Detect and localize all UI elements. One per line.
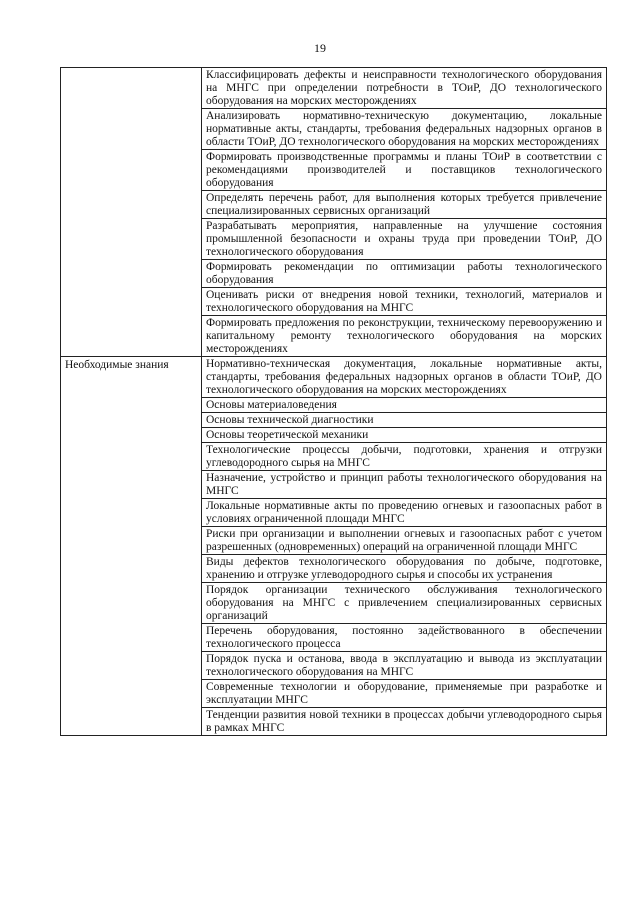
requirement-item: Порядок пуска и останова, ввода в эксплуатацию и вывода из эксплуатации технологического оборудования на МНГС [202,652,607,680]
requirement-item: Основы технической диагностики [202,413,607,428]
requirement-item: Формировать предложения по реконструкции, техническому перевооружению и капитальному ремонту технологического оборудования на морских месторождениях [202,316,607,357]
requirement-item: Формировать рекомендации по оптимизации работы технологического оборудования [202,260,607,288]
requirement-item: Виды дефектов технологического оборудования по добыче, подготовке, хранению и отгрузке углеводородного сырья и способы их устранения [202,555,607,583]
requirement-item: Риски при организации и выполнении огневых и газоопасных работ с учетом разрешенных (одновременных) операций на ограниченной площади МНГС [202,527,607,555]
requirement-item: Анализировать нормативно-техническую документацию, локальные нормативные акты, стандарты, требования федеральных надзорных органов в области ТОиР, ДО технологического оборудования на морских месторождениях [202,109,607,150]
page-number: 19 [314,41,326,55]
requirement-item: Разрабатывать мероприятия, направленные на улучшение состояния промышленной безопасности и охраны труда при проведении ТОиР, ДО технологического оборудования [202,219,607,260]
requirement-item: Современные технологии и оборудование, применяемые при разработке и эксплуатации МНГС [202,680,607,708]
requirement-item: Основы материаловедения [202,398,607,413]
requirement-item: Основы теоретической механики [202,428,607,443]
table-row [61,68,607,109]
requirement-item: Определять перечень работ, для выполнения которых требуется привлечение специализированных сервисных организаций [202,191,607,219]
section-label [61,68,202,357]
requirement-item: Порядок организации технического обслуживания технологического оборудования на МНГС с привлечением специализированных сервисных организаций [202,583,607,624]
requirement-item: Оценивать риски от внедрения новой техники, технологий, материалов и технологического оборудования на МНГС [202,288,607,316]
competency-table [60,67,607,736]
requirement-item: Назначение, устройство и принцип работы технологического оборудования на МНГС [202,471,607,499]
requirement-item: Формировать производственные программы и планы ТОиР в соответствии с рекомендациями производителей и поставщиков технологического оборудования [202,150,607,191]
requirement-item: Перечень оборудования, постоянно задействованного в обеспечении технологического процесса [202,624,607,652]
requirement-item: Нормативно-техническая документация, локальные нормативные акты, стандарты, требования федеральных надзорных органов в области ТОиР, ДО технологического оборудования на морских месторождениях [202,357,607,398]
competency-table-body [61,68,607,736]
section-label: Необходимые знания [61,357,202,736]
requirement-item: Технологические процессы добычи, подготовки, хранения и отгрузки углеводородного сырья на МНГС [202,443,607,471]
table-row [61,357,607,398]
requirement-item: Тенденции развития новой техники в процессах добычи углеводородного сырья в рамках МНГС [202,708,607,736]
requirement-item: Классифицировать дефекты и неисправности технологического оборудования на МНГС при определении потребности в ТОиР, ДО технологического оборудования на морских месторождениях [202,68,607,109]
requirement-item: Локальные нормативные акты по проведению огневых и газоопасных работ в условиях ограниченной площади МНГС [202,499,607,527]
